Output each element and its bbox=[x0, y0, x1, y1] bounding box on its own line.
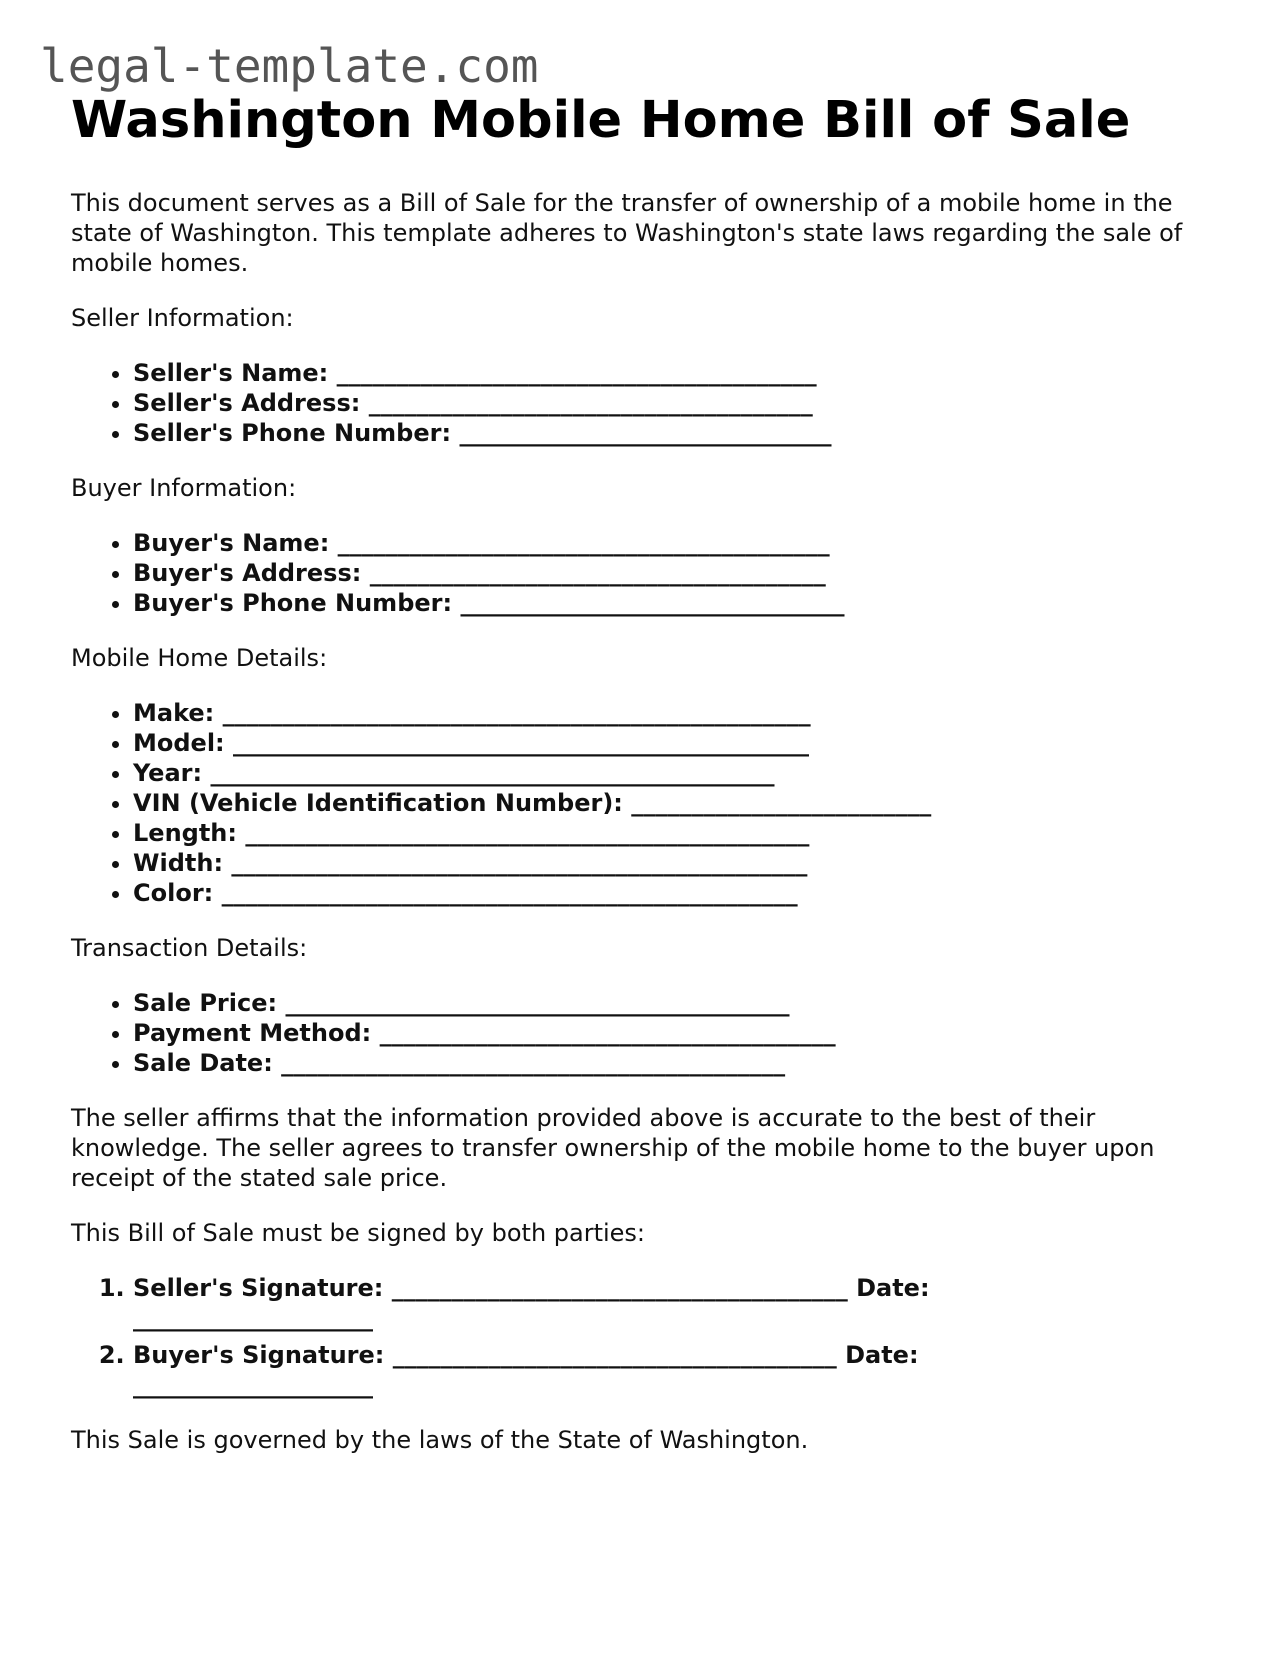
model-field bbox=[133, 728, 1211, 758]
fill-in-blank[interactable]: ________________________________________________ bbox=[221, 879, 798, 907]
date-label: Date: bbox=[856, 1274, 930, 1302]
width-field bbox=[133, 848, 1211, 878]
fill-in-blank[interactable]: ________________________________________________ bbox=[233, 729, 810, 757]
field-label: Buyer's Address: bbox=[133, 559, 362, 587]
signatures-heading: This Bill of Sale must be signed by both parties: bbox=[71, 1219, 646, 1247]
mobile-home-section-heading: Mobile Home Details: bbox=[71, 644, 328, 672]
make-field bbox=[133, 698, 1211, 728]
field-label: Buyer's Signature: bbox=[133, 1341, 385, 1369]
seller-section-heading: Seller Information: bbox=[71, 304, 294, 332]
affirmation-paragraph: The seller affirms that the information provided above is accurate to the best of their knowledge. The seller agrees to transfer ownership of the mobile home to the buyer upon receipt of the stated sale price. bbox=[71, 1104, 1155, 1192]
seller-field-list bbox=[71, 358, 1211, 448]
governing-law-paragraph: This Sale is governed by the laws of the State of Washington. bbox=[71, 1426, 809, 1454]
field-label: Length: bbox=[133, 819, 237, 847]
buyer-address-field bbox=[133, 558, 1211, 588]
signature-blank[interactable]: _____________________________________ bbox=[392, 1341, 837, 1369]
fill-in-blank[interactable]: ________________________________________ bbox=[336, 359, 817, 387]
fill-in-blank[interactable]: _____________________________________ bbox=[368, 389, 813, 417]
buyer-signature-line bbox=[133, 1340, 993, 1400]
transaction-field-list bbox=[71, 988, 1211, 1078]
signature-blank[interactable]: ______________________________________ bbox=[391, 1274, 848, 1302]
color-field bbox=[133, 878, 1211, 908]
fill-in-blank[interactable]: ________________________________ bbox=[460, 589, 845, 617]
seller-phone-field bbox=[133, 418, 1211, 448]
fill-in-blank[interactable]: __________________________________________ bbox=[281, 1049, 786, 1077]
fill-in-blank[interactable]: _______________________________ bbox=[459, 419, 832, 447]
field-label: Buyer's Name: bbox=[133, 529, 330, 557]
field-label: Seller's Phone Number: bbox=[133, 419, 452, 447]
watermark: legal-template.com bbox=[40, 39, 539, 93]
buyer-field-list bbox=[71, 528, 1211, 618]
sale-date-field bbox=[133, 1048, 1211, 1078]
fill-in-blank[interactable]: ______________________________________ bbox=[369, 559, 826, 587]
field-label: Seller's Signature: bbox=[133, 1274, 384, 1302]
field-label: Make: bbox=[133, 699, 215, 727]
field-label: Color: bbox=[133, 879, 214, 907]
transaction-section-heading: Transaction Details: bbox=[71, 934, 308, 962]
fill-in-blank[interactable]: ______________________________________ bbox=[379, 1019, 836, 1047]
signature-list bbox=[71, 1273, 1211, 1400]
field-label: Sale Price: bbox=[133, 989, 278, 1017]
buyer-name-field bbox=[133, 528, 1211, 558]
field-label: Seller's Address: bbox=[133, 389, 361, 417]
fill-in-blank[interactable]: _________________________________________________ bbox=[222, 699, 811, 727]
fill-in-blank[interactable]: _________________________ bbox=[631, 789, 932, 817]
year-field bbox=[133, 758, 1211, 788]
field-label: Buyer's Phone Number: bbox=[133, 589, 453, 617]
buyer-section-heading: Buyer Information: bbox=[71, 474, 297, 502]
length-field bbox=[133, 818, 1211, 848]
fill-in-blank[interactable]: __________________________________________ bbox=[285, 989, 790, 1017]
field-label: Payment Method: bbox=[133, 1019, 372, 1047]
document bbox=[71, 86, 1211, 1455]
document-title: Washington Mobile Home Bill of Sale bbox=[71, 91, 1131, 150]
field-label: Model: bbox=[133, 729, 225, 757]
buyer-phone-field bbox=[133, 588, 1211, 618]
seller-name-field bbox=[133, 358, 1211, 388]
date-blank[interactable]: ____________________ bbox=[133, 1304, 373, 1332]
payment-method-field bbox=[133, 1018, 1211, 1048]
field-label: VIN (Vehicle Identification Number): bbox=[133, 789, 623, 817]
fill-in-blank[interactable]: _______________________________________________ bbox=[245, 819, 810, 847]
seller-address-field bbox=[133, 388, 1211, 418]
fill-in-blank[interactable]: ________________________________________________ bbox=[231, 849, 808, 877]
date-label: Date: bbox=[845, 1341, 919, 1369]
seller-signature-line bbox=[133, 1273, 993, 1333]
fill-in-blank[interactable]: _________________________________________ bbox=[337, 529, 830, 557]
field-label: Year: bbox=[133, 759, 203, 787]
intro-paragraph: This document serves as a Bill of Sale for the transfer of ownership of a mobile home in the state of Washington. This template adheres to Washington's state laws regarding the sale of mobile homes. bbox=[71, 189, 1183, 277]
field-label: Width: bbox=[133, 849, 224, 877]
fill-in-blank[interactable]: _______________________________________________ bbox=[210, 759, 775, 787]
field-label: Seller's Name: bbox=[133, 359, 329, 387]
field-label: Sale Date: bbox=[133, 1049, 273, 1077]
sale-price-field bbox=[133, 988, 1211, 1018]
mobile-home-field-list bbox=[71, 698, 1211, 908]
date-blank[interactable]: ____________________ bbox=[133, 1371, 373, 1399]
vin-field bbox=[133, 788, 1211, 818]
